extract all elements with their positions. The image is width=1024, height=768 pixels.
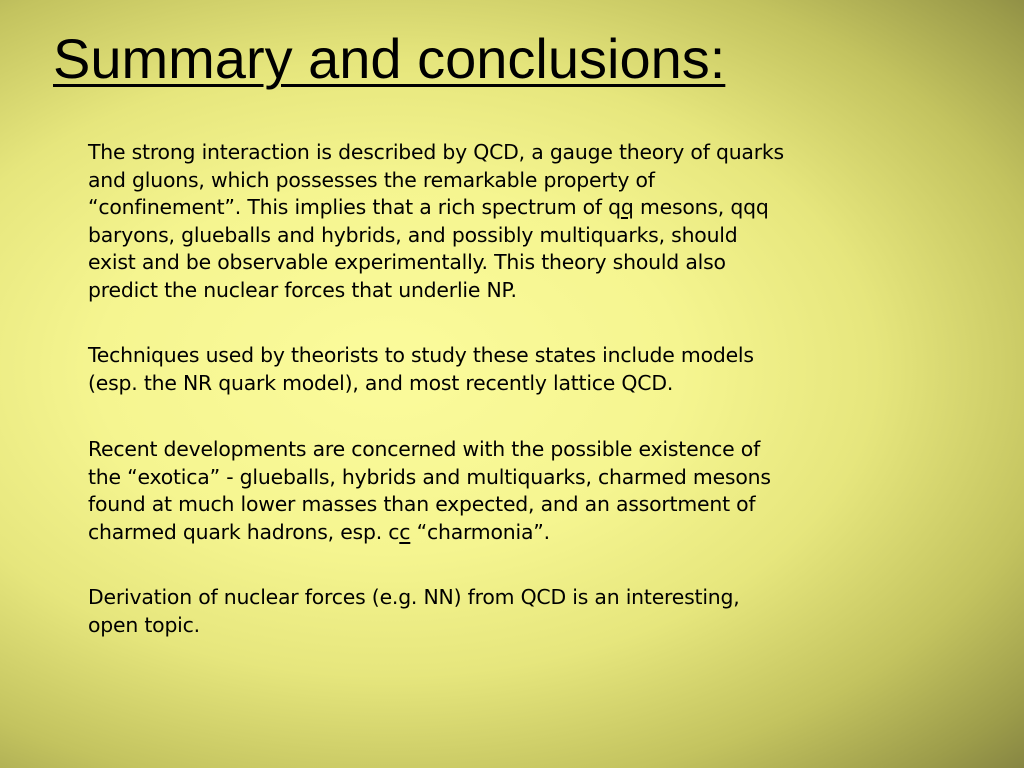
- text-line: exist and be observable experimentally. This theory should also: [88, 250, 726, 274]
- text-line: (esp. the NR quark model), and most recently lattice QCD.: [88, 370, 674, 395]
- text-line: baryons, glueballs and hybrids, and possibly multiquarks, should: [88, 222, 738, 247]
- text-line: Recent developments are concerned with the possible existence of: [88, 437, 761, 461]
- text-segment: charmed quark hadrons, esp. c: [88, 519, 400, 544]
- text-segment: mesons, qqq: [633, 195, 769, 219]
- text-line: found at much lower masses than expected, and an assortment of: [88, 492, 756, 516]
- slide-title: Summary and conclusions:: [53, 27, 726, 90]
- text-line: Derivation of nuclear forces (e.g. NN) from QCD is an interesting,: [88, 585, 740, 609]
- text-segment: “confinement”. This implies that a rich spectrum of q: [88, 195, 621, 219]
- slide-body: [88, 139, 888, 677]
- text-line: open topic.: [88, 612, 200, 637]
- text-line: the “exotica” - glueballs, hybrids and multiquarks, charmed mesons: [88, 464, 771, 489]
- text-line: The strong interaction is described by QCD, a gauge theory of quarks: [88, 140, 784, 164]
- paragraph-techniques: [88, 342, 888, 397]
- text-line: Techniques used by theorists to study these states include models: [88, 343, 754, 367]
- paragraph-strong-interaction: [88, 139, 888, 304]
- paragraph-recent-developments: [88, 436, 888, 546]
- text-line: [88, 194, 888, 222]
- paragraph-nuclear-forces: [88, 584, 888, 639]
- text-line: predict the nuclear forces that underlie NP.: [88, 277, 517, 302]
- antiquark-symbol: q: [620, 195, 634, 219]
- anticharm-symbol: c: [399, 519, 411, 544]
- text-segment: “charmonia”.: [410, 519, 550, 544]
- text-line: and gluons, which possesses the remarkable property of: [88, 167, 655, 192]
- text-line: [88, 519, 888, 547]
